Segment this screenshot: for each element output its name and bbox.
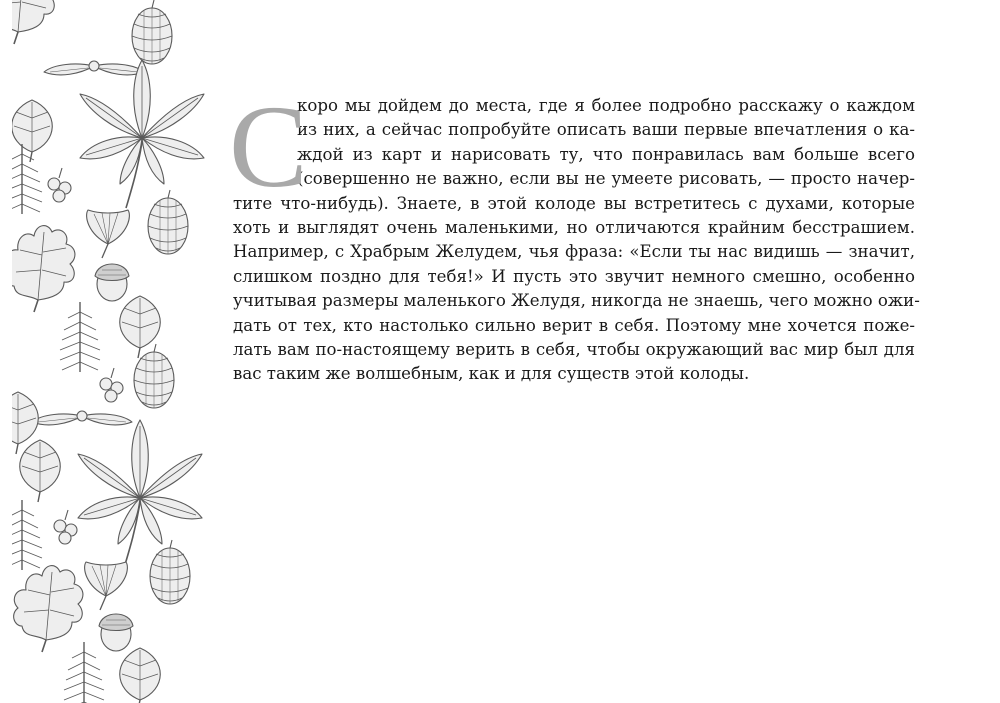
body-text bbox=[229, 81, 920, 387]
text-line: ждой из карт и нарисовать ту, что понравилась вам больше всего bbox=[297, 144, 915, 164]
text-line: из них, а сейчас попробуйте описать ваши первые впечатления о ка- bbox=[297, 120, 915, 140]
text-line: вас таким же волшебным, как и для существ этой колоды. bbox=[233, 364, 750, 384]
text-line: учитывая размеры маленького Желудя, никогда не знаешь, чего можно ожи- bbox=[233, 291, 920, 311]
text-line: Например, с Храбрым Желудем, чья фраза: «Если ты нас видишь — значит, bbox=[233, 242, 915, 262]
drop-cap: С bbox=[229, 81, 308, 212]
text-line: (совершенно не важно, если вы не умеете рисовать, — просто начер- bbox=[297, 169, 915, 189]
botanical-border bbox=[12, 0, 210, 703]
text-line: дать от тех, кто настолько сильно верит в себя. Поэтому мне хочется поже- bbox=[233, 315, 915, 335]
text-line: тите что-нибудь). Знаете, в этой колоде вы встретитесь с духами, которые bbox=[233, 193, 915, 213]
text-line: хоть и выглядят очень маленькими, но отличаются крайним бесстрашием. bbox=[233, 217, 915, 237]
text-line: слишком поздно для тебя!» И пусть это звучит немного смешно, особенно bbox=[233, 266, 915, 286]
text-line: лать вам по-настоящему верить в себя, чтобы окружающий вас мир был для bbox=[233, 339, 915, 359]
text-line: коро мы дойдем до места, где я более подробно расскажу о каждом bbox=[297, 96, 915, 115]
